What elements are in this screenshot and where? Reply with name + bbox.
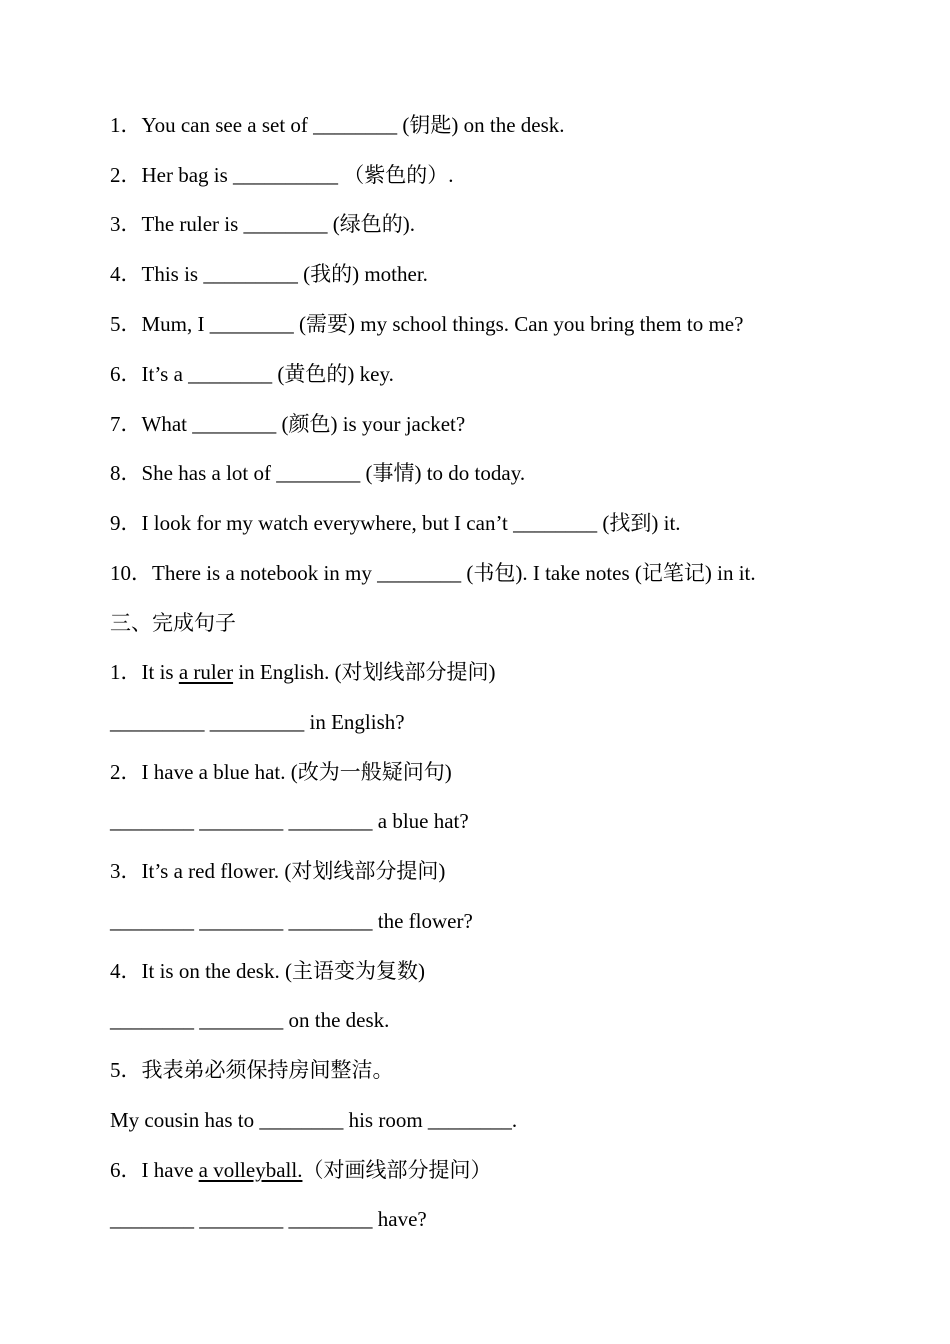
item-number: 3． bbox=[110, 859, 142, 883]
item-number: 6． bbox=[110, 362, 142, 386]
answer-line-2: ________ ________ ________ a blue hat? bbox=[110, 809, 469, 833]
item-text: There is a notebook in my ________ (书包). I take notes (记笔记) in it. bbox=[152, 561, 756, 585]
underlined-phrase: a ruler bbox=[178, 660, 234, 684]
question-text: I have a blue hat. (改为一般疑问句) bbox=[141, 760, 452, 784]
answer-line-1: _________ _________ in English? bbox=[110, 710, 405, 734]
sentence-question-6 bbox=[110, 1155, 491, 1185]
exercise-item-10 bbox=[110, 558, 756, 588]
exercise-item-3 bbox=[110, 209, 415, 239]
question-text-post: in English. (对划线部分提问) bbox=[233, 660, 496, 684]
sentence-question-1 bbox=[110, 657, 496, 687]
question-text: It is on the desk. (主语变为复数) bbox=[141, 959, 425, 983]
item-number: 2． bbox=[110, 760, 142, 784]
question-text-pre: I have bbox=[141, 1158, 199, 1182]
item-number: 4． bbox=[110, 959, 142, 983]
sentence-question-3 bbox=[110, 856, 445, 886]
item-number: 5． bbox=[110, 312, 142, 336]
question-text-pre: It is bbox=[141, 660, 179, 684]
item-number: 7． bbox=[110, 412, 142, 436]
exercise-item-2 bbox=[110, 160, 454, 190]
exercise-item-9 bbox=[110, 508, 681, 538]
item-number: 6． bbox=[110, 1158, 142, 1182]
answer-line-5: My cousin has to ________ his room ________. bbox=[110, 1108, 518, 1132]
item-text: What ________ (颜色) is your jacket? bbox=[141, 412, 466, 436]
item-number: 4． bbox=[110, 262, 142, 286]
exercise-item-4 bbox=[110, 259, 428, 289]
exercise-item-8 bbox=[110, 458, 525, 488]
exercise-item-6 bbox=[110, 359, 394, 389]
question-text: 我表弟必须保持房间整洁。 bbox=[141, 1058, 394, 1082]
section-heading: 三、完成句子 bbox=[110, 611, 236, 635]
item-text: Mum, I ________ (需要) my school things. Can you bring them to me? bbox=[141, 312, 744, 336]
item-text: This is _________ (我的) mother. bbox=[141, 262, 428, 286]
sentence-question-5 bbox=[110, 1055, 394, 1085]
item-number: 2． bbox=[110, 163, 142, 187]
item-number: 8． bbox=[110, 461, 142, 485]
sentence-question-2 bbox=[110, 757, 452, 787]
underlined-phrase: a volleyball. bbox=[198, 1158, 303, 1182]
item-text: The ruler is ________ (绿色的). bbox=[141, 212, 416, 236]
item-number: 1． bbox=[110, 660, 142, 684]
answer-line-6: ________ ________ ________ have? bbox=[110, 1207, 427, 1231]
item-number: 1． bbox=[110, 113, 142, 137]
question-text-post: （对画线部分提问） bbox=[302, 1158, 492, 1182]
question-text: It’s a red flower. (对划线部分提问) bbox=[141, 859, 446, 883]
exercise-item-1 bbox=[110, 110, 565, 140]
item-text: I look for my watch everywhere, but I can’t ________ (找到) it. bbox=[141, 511, 681, 535]
item-number: 5． bbox=[110, 1058, 142, 1082]
sentence-question-4 bbox=[110, 956, 425, 986]
item-text: She has a lot of ________ (事情) to do today. bbox=[141, 461, 526, 485]
answer-line-4: ________ ________ on the desk. bbox=[110, 1008, 390, 1032]
item-number: 9． bbox=[110, 511, 142, 535]
item-number: 3． bbox=[110, 212, 142, 236]
item-text: You can see a set of ________ (钥匙) on the desk. bbox=[141, 113, 565, 137]
item-text: It’s a ________ (黄色的) key. bbox=[141, 362, 394, 386]
exercise-item-7 bbox=[110, 409, 465, 439]
exercise-item-5 bbox=[110, 309, 743, 339]
item-number: 10． bbox=[110, 561, 152, 585]
answer-line-3: ________ ________ ________ the flower? bbox=[110, 909, 473, 933]
item-text: Her bag is __________ （紫色的）. bbox=[141, 163, 454, 187]
